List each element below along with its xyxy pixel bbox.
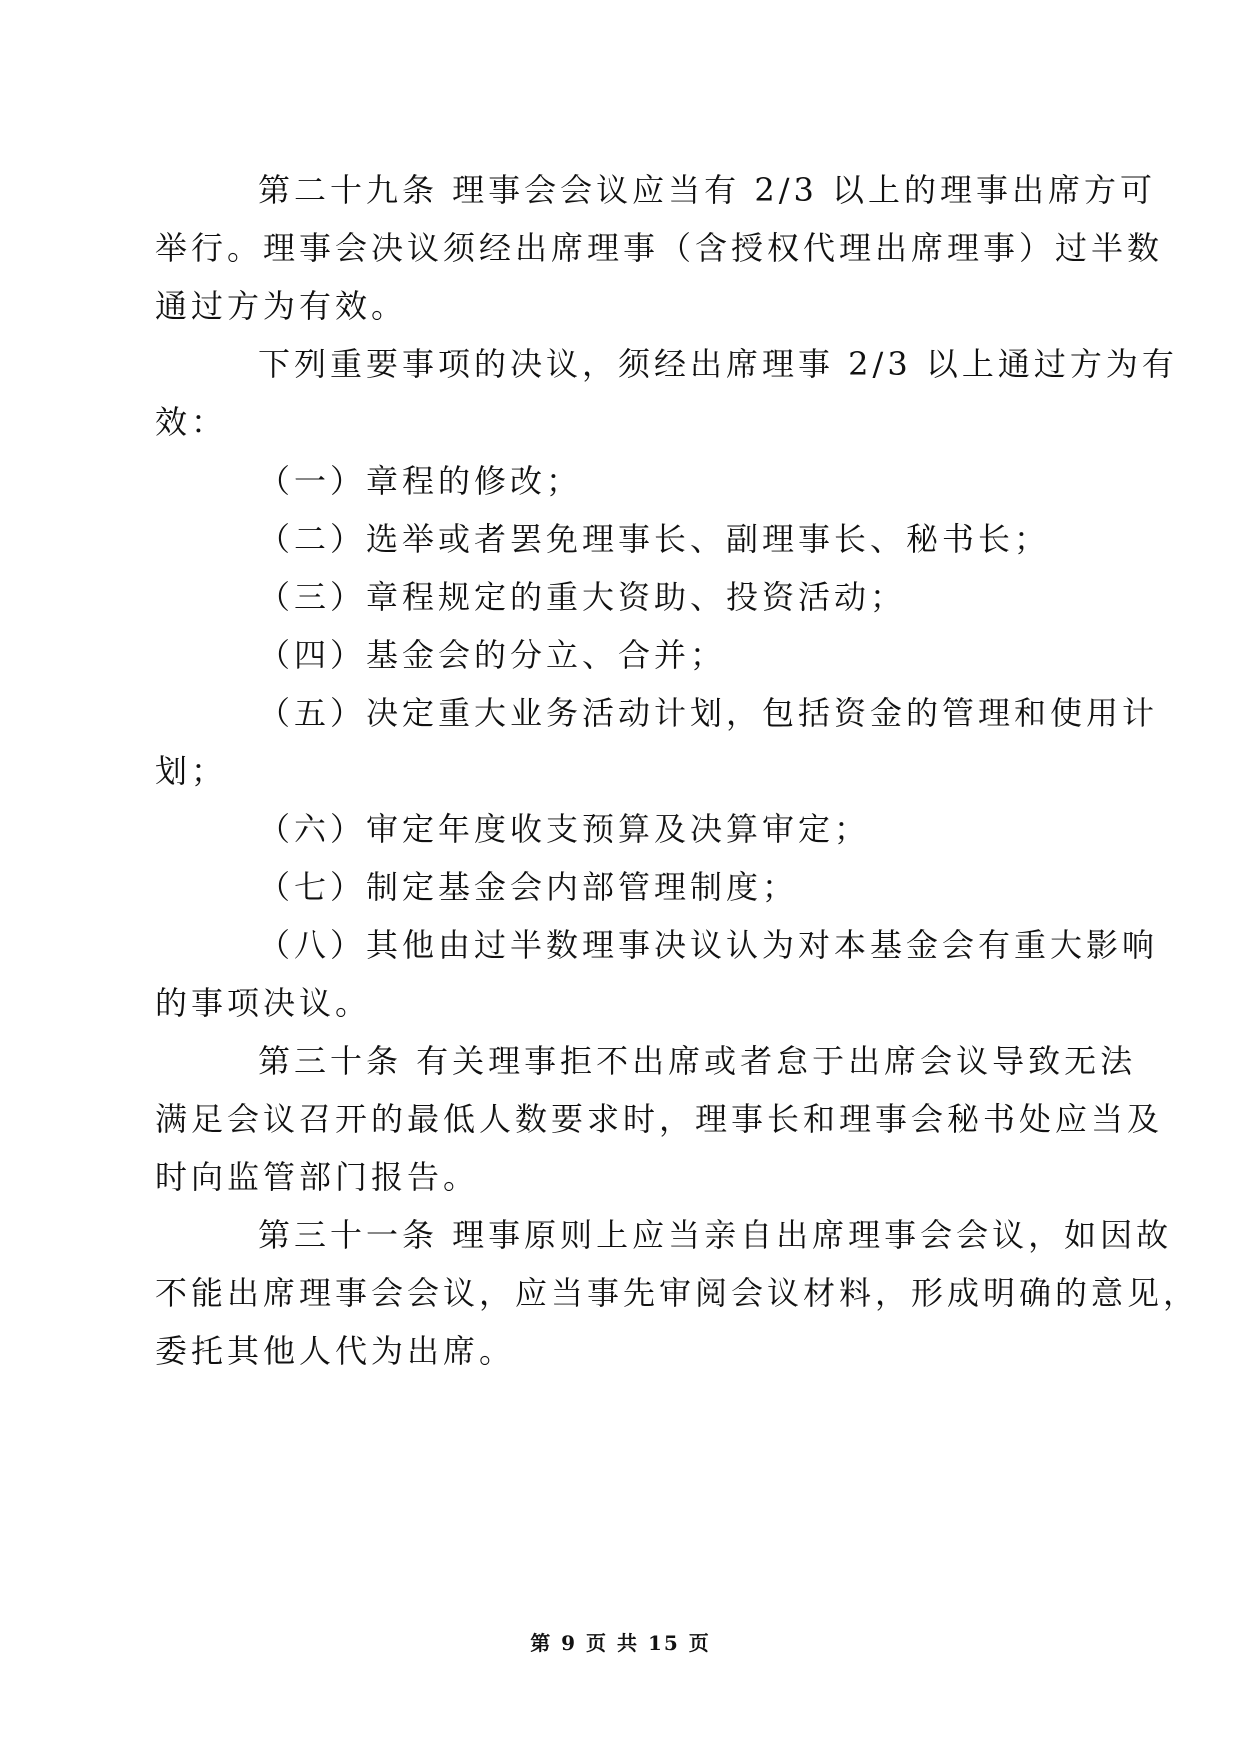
- text-line: 第三十条 有关理事拒不出席或者怠于出席会议导致无法: [258, 1042, 1137, 1080]
- text-line: 的事项决议。: [155, 984, 372, 1022]
- list-item: （六）审定年度收支预算及决算审定；: [258, 810, 871, 848]
- list-item: （八）其他由过半数理事决议认为对本基金会有重大影响: [258, 926, 1159, 964]
- text-line: 第三十一条 理事原则上应当亲自出席理事会会议，如因故: [258, 1216, 1173, 1254]
- list-item: （三）章程规定的重大资助、投资活动；: [258, 578, 907, 616]
- text-line: 时向监管部门报告。: [155, 1158, 480, 1196]
- page-number: 第 9 页 共 15 页: [530, 1631, 711, 1655]
- list-item: （七）制定基金会内部管理制度；: [258, 868, 799, 906]
- text-line: 效：: [155, 403, 228, 441]
- list-item: （四）基金会的分立、合并；: [258, 636, 727, 674]
- list-item: （二）选举或者罢免理事长、副理事长、秘书长；: [258, 520, 1051, 558]
- text-line: 划；: [155, 752, 228, 790]
- list-item: （一）章程的修改；: [258, 462, 583, 500]
- text-line: 通过方为有效。: [155, 287, 408, 325]
- text-line: 第二十九条 理事会会议应当有 2/3 以上的理事出席方可: [258, 171, 1157, 209]
- text-line: 不能出席理事会会议，应当事先审阅会议材料，形成明确的意见，: [155, 1274, 1200, 1312]
- text-line: 下列重要事项的决议，须经出席理事 2/3 以上通过方为有: [258, 345, 1178, 383]
- text-line: 委托其他人代为出席。: [155, 1332, 516, 1370]
- text-line: 举行。理事会决议须经出席理事（含授权代理出席理事）过半数: [155, 229, 1164, 267]
- list-item: （五）决定重大业务活动计划，包括资金的管理和使用计: [258, 694, 1159, 732]
- text-line: 满足会议召开的最低人数要求时，理事长和理事会秘书处应当及: [155, 1100, 1164, 1138]
